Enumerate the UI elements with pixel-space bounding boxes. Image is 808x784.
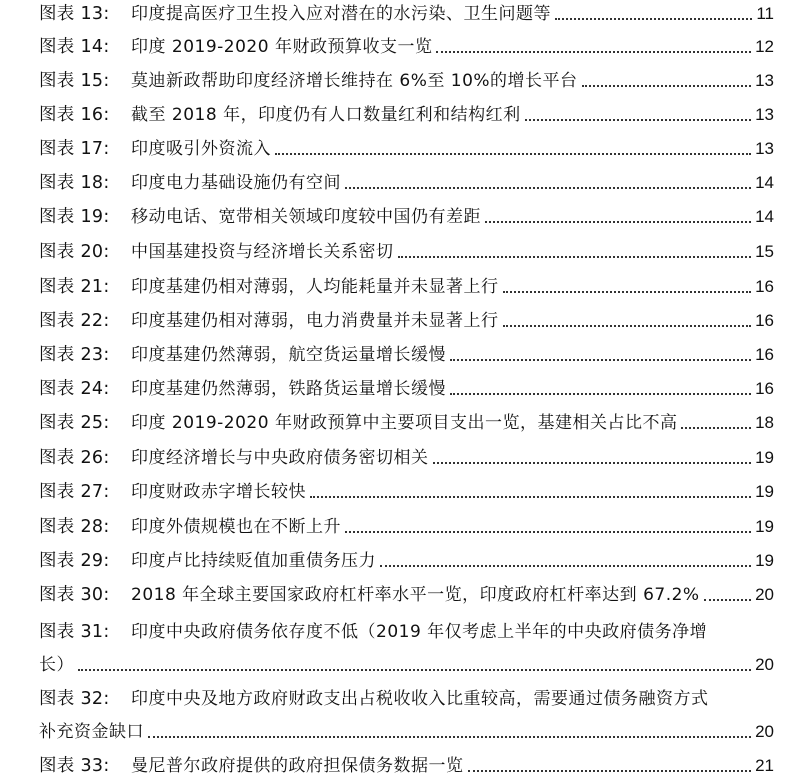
page-number: 20 (755, 655, 774, 674)
figure-title: 2018 年全球主要国家政府杠杆率水平一览，印度政府杠杆率达到 67.2% (131, 585, 700, 605)
figure-label: 图表 26: (39, 448, 110, 468)
toc-entry-line (0, 69, 808, 93)
toc-entry-line (0, 583, 808, 607)
figure-title: 莫迪新政帮助印度经济增长维持在 6%至 10%的增长平台 (131, 71, 578, 91)
dot-leader (433, 461, 751, 464)
toc-entry-line (0, 754, 808, 778)
dot-leader (450, 392, 751, 395)
figure-title: 印度卢比持续贬值加重债务压力 (131, 551, 376, 571)
figure-label: 图表 24: (39, 379, 110, 399)
figure-title: 印度电力基础设施仍有空间 (131, 173, 341, 193)
figure-title: 印度经济增长与中央政府债务密切相关 (131, 448, 429, 468)
page-number: 16 (755, 345, 774, 364)
dot-leader (345, 530, 751, 533)
figure-label: 图表 32: (39, 689, 110, 709)
page-number: 16 (755, 277, 774, 296)
toc-entry-line (0, 171, 808, 195)
figure-title: 中国基建投资与经济增长关系密切 (131, 242, 394, 262)
figure-title: 印度外债规模也在不断上升 (131, 517, 341, 537)
figure-label: 图表 29: (39, 551, 110, 571)
toc-entry-line (0, 240, 808, 264)
page-number: 19 (755, 482, 774, 501)
dot-leader (503, 290, 751, 293)
figure-label: 图表 28: (39, 517, 110, 537)
figure-label: 图表 27: (39, 482, 110, 502)
figure-title: 印度基建仍相对薄弱，人均能耗量并未显著上行 (131, 277, 499, 297)
dot-leader (582, 84, 751, 87)
dot-leader (148, 735, 751, 738)
page-number: 18 (755, 413, 774, 432)
figure-label: 图表 30: (39, 585, 110, 605)
dot-leader (345, 186, 751, 189)
toc-entry-line (0, 446, 808, 470)
page-number: 19 (755, 551, 774, 570)
dot-leader (380, 564, 751, 567)
figure-label: 图表 20: (39, 242, 110, 262)
figure-label: 图表 33: (39, 756, 110, 776)
figure-label: 图表 19: (39, 207, 110, 227)
toc-entry-line (0, 720, 808, 744)
toc-entry-line (0, 515, 808, 539)
toc-entry-line (0, 343, 808, 367)
toc-entry-line (0, 35, 808, 59)
page-number: 20 (755, 722, 774, 741)
page-number: 21 (755, 756, 774, 775)
figure-label: 图表 16: (39, 105, 110, 125)
dot-leader (468, 769, 751, 772)
page-number: 16 (755, 311, 774, 330)
figure-label: 图表 21: (39, 277, 110, 297)
page-number: 19 (755, 448, 774, 467)
page-number: 19 (755, 517, 774, 536)
page-number: 14 (755, 207, 774, 226)
figure-title: 印度 2019-2020 年财政预算中主要项目支出一览，基建相关占比不高 (131, 413, 678, 433)
dot-leader (555, 17, 752, 20)
page-number: 11 (756, 4, 774, 23)
dot-leader (681, 426, 751, 429)
dot-leader (503, 324, 751, 327)
toc-entry-line (0, 137, 808, 161)
page-number: 13 (755, 105, 774, 124)
toc-entry-line (0, 480, 808, 504)
figure-title: 印度基建仍相对薄弱，电力消费量并未显著上行 (131, 311, 499, 331)
toc-entry-line (0, 687, 808, 711)
dot-leader (485, 220, 751, 223)
figure-label: 图表 18: (39, 173, 110, 193)
toc-entry-line (0, 549, 808, 573)
dot-leader (704, 598, 751, 601)
figure-label: 图表 25: (39, 413, 110, 433)
figure-title: 印度财政赤字增长较快 (131, 482, 306, 502)
figure-label: 图表 23: (39, 345, 110, 365)
page-number: 16 (755, 379, 774, 398)
figure-title: 印度基建仍然薄弱，铁路货运量增长缓慢 (131, 379, 446, 399)
figure-title: 印度提高医疗卫生投入应对潜在的水污染、卫生问题等 (131, 4, 551, 24)
toc-entry-line (0, 653, 808, 677)
toc-entry-line (0, 620, 808, 644)
toc-entry-line (0, 309, 808, 333)
figure-label: 图表 14: (39, 37, 110, 57)
page-number: 13 (755, 71, 774, 90)
dot-leader (450, 358, 751, 361)
figure-title: 截至 2018 年，印度仍有人口数量红利和结构红利 (131, 105, 521, 125)
page-number: 15 (755, 242, 774, 261)
dot-leader (436, 50, 751, 53)
figure-title-continued: 长） (39, 655, 74, 675)
dot-leader (78, 668, 751, 671)
dot-leader (398, 255, 751, 258)
figure-title: 曼尼普尔政府提供的政府担保债务数据一览 (131, 756, 464, 776)
figure-label: 图表 13: (39, 4, 110, 24)
figure-title-continued: 补充资金缺口 (39, 722, 144, 742)
figure-title: 印度吸引外资流入 (131, 139, 271, 159)
figure-label: 图表 22: (39, 311, 110, 331)
dot-leader (310, 495, 751, 498)
toc-entry-line (0, 2, 808, 26)
figure-title: 移动电话、宽带相关领域印度较中国仍有差距 (131, 207, 481, 227)
page-number: 13 (755, 139, 774, 158)
toc-entry-line (0, 103, 808, 127)
dot-leader (525, 118, 751, 121)
figure-title: 印度中央及地方政府财政支出占税收收入比重较高，需要通过债务融资方式 (131, 689, 709, 709)
figure-label: 图表 31: (39, 622, 110, 642)
toc-entry-line (0, 205, 808, 229)
page-number: 12 (755, 37, 774, 56)
page-number: 20 (755, 585, 774, 604)
dot-leader (275, 152, 751, 155)
toc-entry-line (0, 377, 808, 401)
figure-label: 图表 17: (39, 139, 110, 159)
toc-entry-line (0, 411, 808, 435)
figure-label: 图表 15: (39, 71, 110, 91)
toc-entry-line (0, 275, 808, 299)
figure-title: 印度基建仍然薄弱，航空货运量增长缓慢 (131, 345, 446, 365)
figure-title: 印度中央政府债务依存度不低（2019 年仅考虑上半年的中央政府债务净增 (131, 622, 708, 642)
page-number: 14 (755, 173, 774, 192)
figure-title: 印度 2019-2020 年财政预算收支一览 (131, 37, 433, 57)
